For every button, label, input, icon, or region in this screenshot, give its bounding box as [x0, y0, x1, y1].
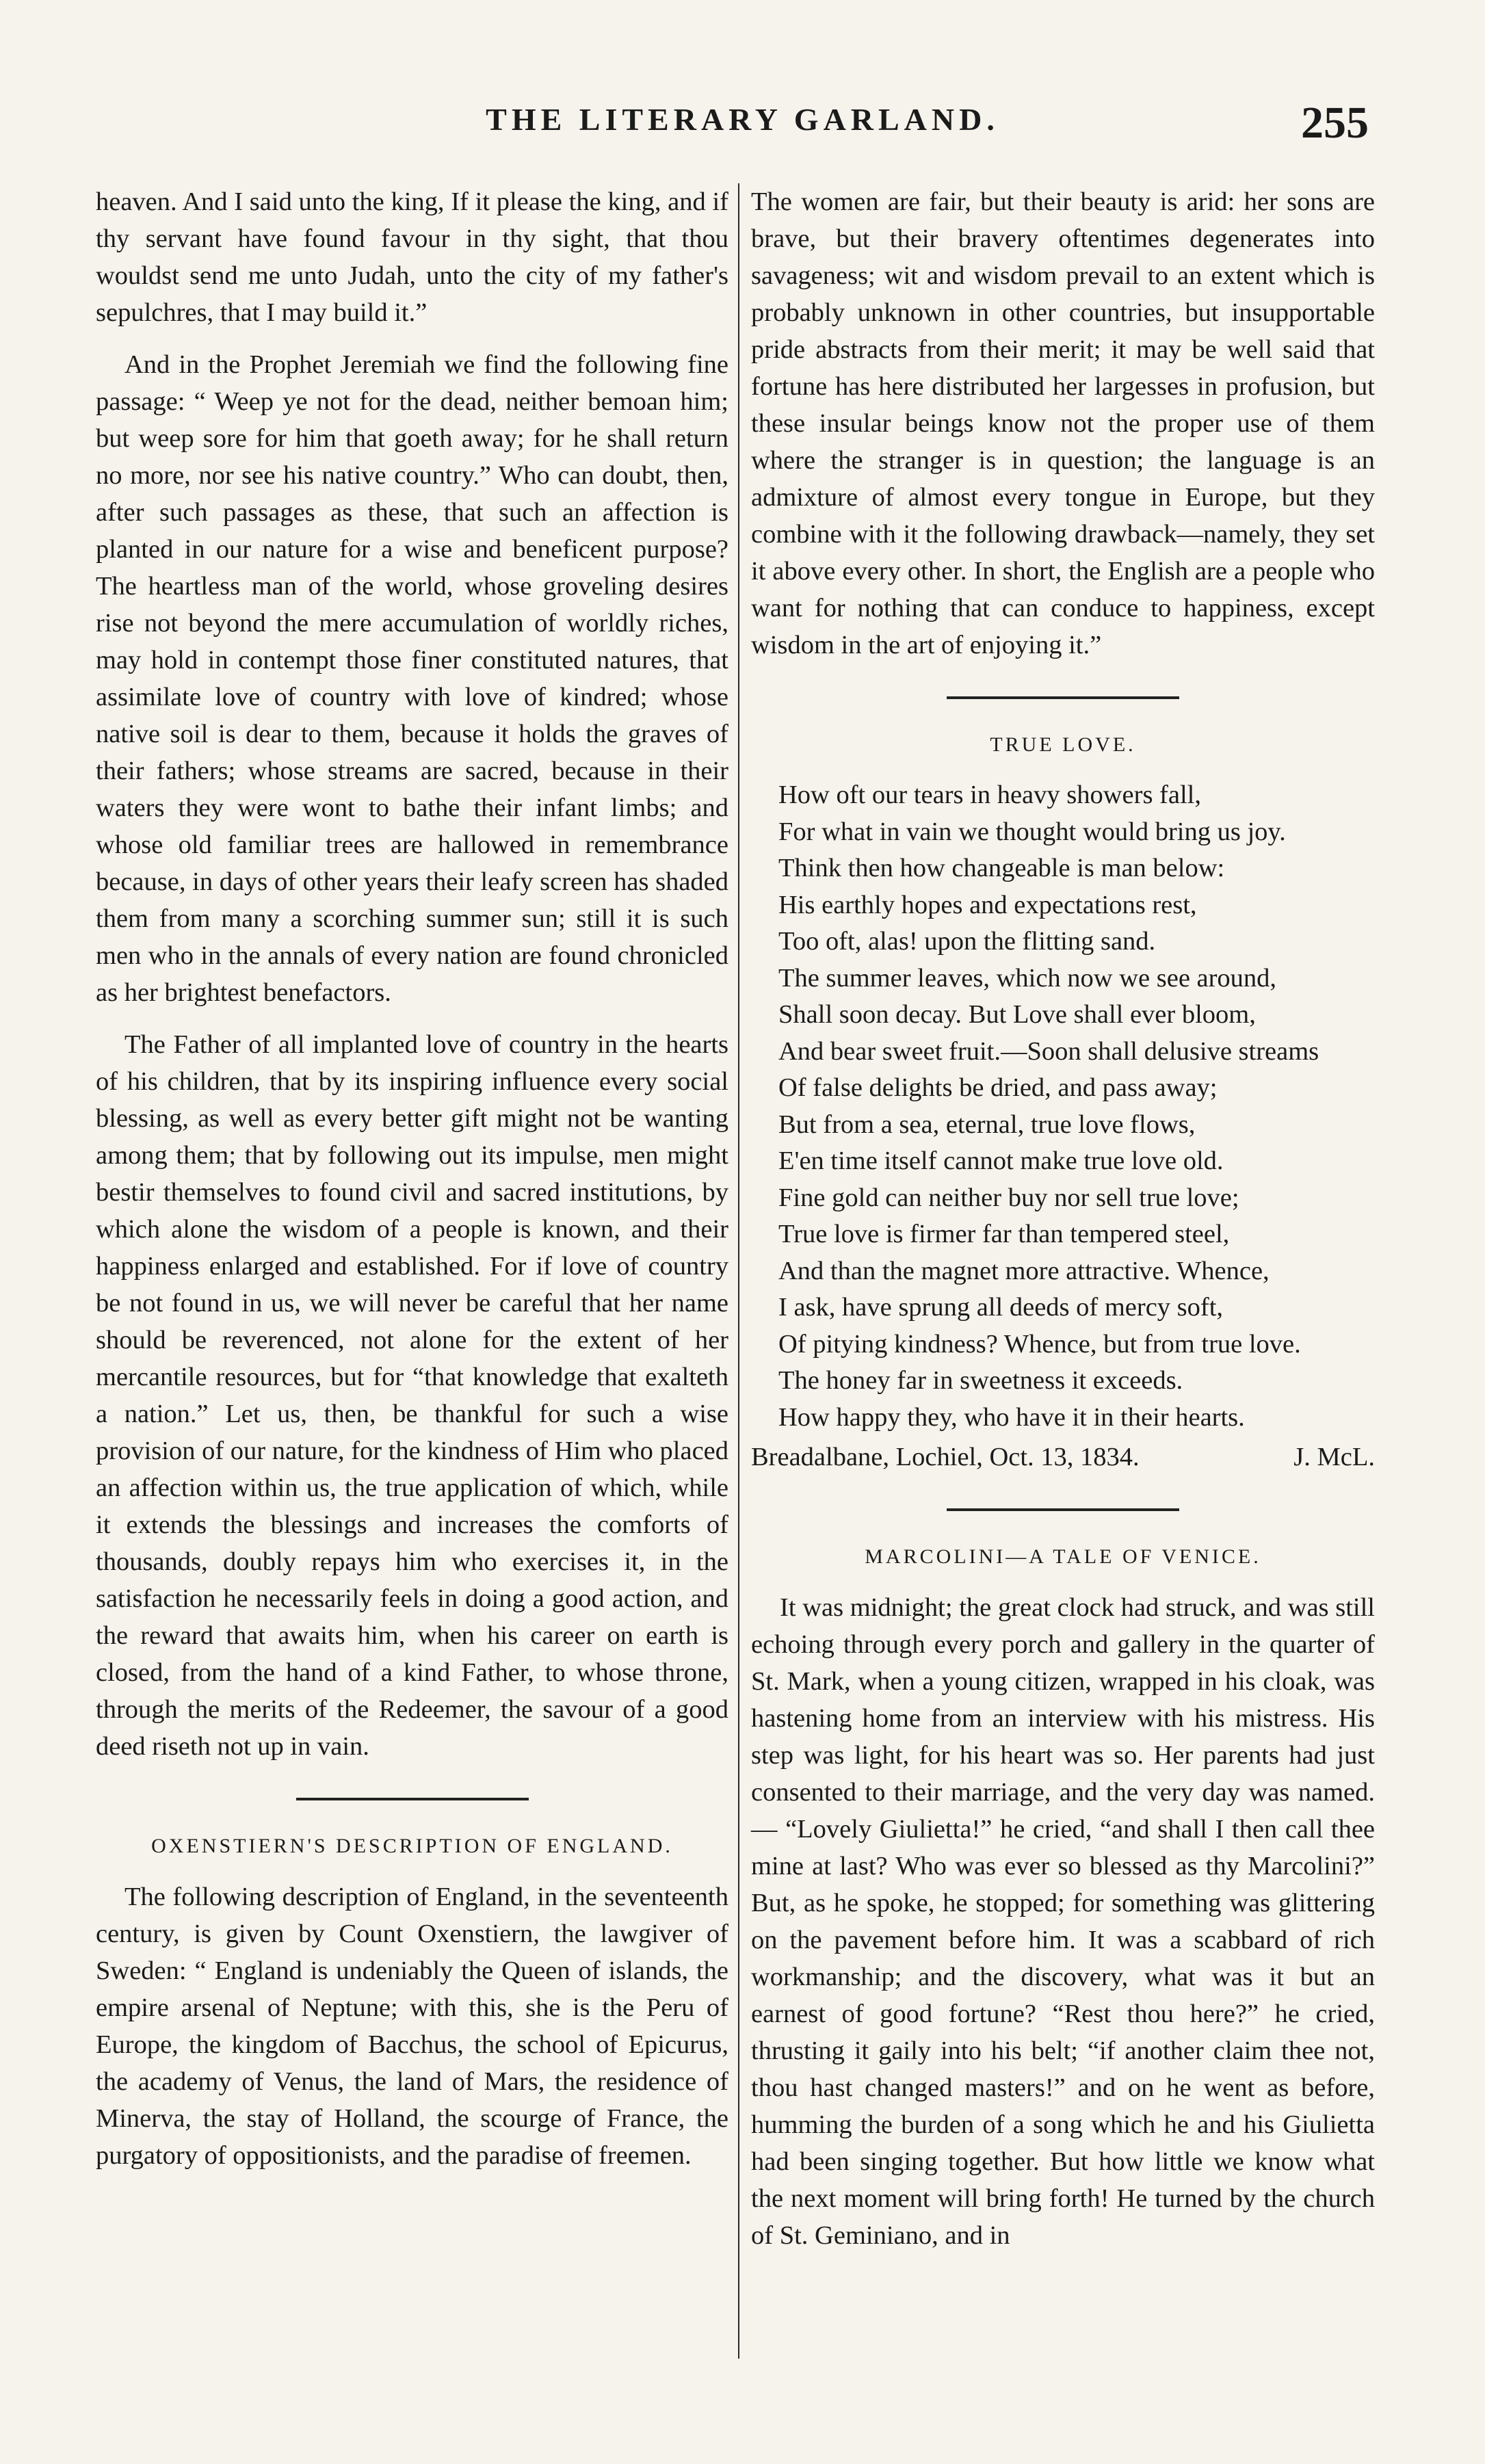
- poem-line: How oft our tears in heavy showers fall,: [778, 781, 1201, 809]
- poem-line: Think then how changeable is man below:: [778, 854, 1225, 882]
- poem-line: How happy they, who have it in their hearts.: [778, 1402, 1245, 1432]
- poem-title: TRUE LOVE.: [990, 733, 1136, 756]
- section-rule: [296, 1798, 529, 1800]
- poem-author: J. McL.: [1293, 1443, 1375, 1471]
- column-divider: [738, 183, 739, 2359]
- poem: [778, 777, 1375, 1436]
- poem-line: E'en time itself cannot make true love old.: [778, 1146, 1224, 1175]
- poem-line: The honey far in sweetness it exceeds.: [778, 1366, 1183, 1395]
- poem-line: And bear sweet fruit.—Soon shall delusive streams: [778, 1036, 1319, 1066]
- right-column: [751, 183, 1375, 2254]
- tale-title: MARCOLINI—A TALE OF VENICE.: [865, 1545, 1261, 1568]
- paragraph: The women are fair, but their beauty is arid: her sons are brave, but their bravery oftentimes degenerates into savageness; wit and wisdom prevail to an extent which is probably unknown in other countries, but insupportable pride abstracts from their merit; it may be well said that fortune has here distributed her largesses in profusion, but these insular beings know not the proper use of them where the stranger is in question; the language is an admixture of almost every tongue in Europe, but they combine with it the following drawback—namely, they set it above every other. In short, the English are a people who want for nothing that can conduce to happiness, except wisdom in the art of enjoying it.”: [751, 187, 1375, 659]
- paragraph: It was midnight; the great clock had struck, and was still echoing through every porch and gallery in the quarter of St. Mark, when a young citizen, wrapped in his cloak, was hastening home from an interview with his mistress. His step was light, for his heart was so. Her parents had just consented to their marriage, and the very day was named.— “Lovely Giulietta!” he cried, “and shall I then call thee mine at last? Who was ever so blessed as thy Marcolini?” But, as he spoke, he stopped; for something was glittering on the pavement before him. It was a scabbard of rich workmanship; and the discovery, what was it but an earnest of good fortune? “Rest thou here?” he cried, thrusting it gaily into his belt; “if another claim thee not, thou hast changed masters!” and on he went as before, humming the burden of a song which he and his Giulietta had been singing together. But how little we know what the next moment will bring forth! He turned by the church of St. Geminiano, and in: [751, 1593, 1375, 2250]
- poem-line: Shall soon decay. But Love shall ever bloom,: [778, 1000, 1256, 1029]
- paragraph: And in the Prophet Jeremiah we find the following fine passage: “ Weep ye not for the dead, neither bemoan him; but weep sore for him that goeth away; for he shall return no more, nor see his native country.” Who can doubt, then, after such passages as these, that such an affection is planted in our nature for a wise and beneficent purpose? The heartless man of the world, whose groveling desires rise not beyond the mere accumulation of worldly riches, may hold in contempt those finer constituted natures, that assimilate love of country with love of kindred; whose native soil is dear to them, because it holds the graves of their fathers; whose streams are sacred, because in their waters they were wont to bathe their infant limbs; and whose old familiar trees are hallowed in remembrance because, in days of other years their leafy screen has shaded them from many a scorching summer sun; still it is such men who in the annals of every nation are found chronicled as her brightest benefactors.: [96, 350, 728, 1007]
- poem-line: The summer leaves, which now we see around,: [778, 963, 1277, 993]
- left-column: [96, 183, 728, 2174]
- section-rule: [947, 696, 1179, 699]
- poem-place-date: Breadalbane, Lochiel, Oct. 13, 1834.: [751, 1443, 1140, 1471]
- running-title: THE LITERARY GARLAND.: [486, 102, 999, 137]
- poem-line: I ask, have sprung all deeds of mercy soft,: [778, 1293, 1224, 1322]
- poem-line: And than the magnet more attractive. Whence,: [778, 1256, 1270, 1285]
- section-rule: [947, 1508, 1179, 1511]
- poem-line: For what in vain we thought would bring us joy.: [778, 817, 1286, 846]
- poem-line: Of false delights be dried, and pass away;: [778, 1073, 1218, 1102]
- poem-signature: [751, 1439, 1375, 1476]
- running-head: [0, 98, 1485, 156]
- section-title: OXENSTIERN'S DESCRIPTION OF ENGLAND.: [151, 1835, 673, 1857]
- poem-line: Too oft, alas! upon the flitting sand.: [778, 927, 1156, 956]
- paragraph: The following description of England, in the seventeenth century, is given by Count Oxenstiern, the lawgiver of Sweden: “ England is undeniably the Queen of islands, the empire arsenal of Neptune; with this, she is the Peru of Europe, the kingdom of Bacchus, the school of Epicurus, the academy of Venus, the land of Mars, the residence of Minerva, the stay of Holland, the scourge of France, the purgatory of oppositionists, and the paradise of freemen.: [96, 1883, 728, 2170]
- paragraph: The Father of all implanted love of country in the hearts of his children, that by its inspiring influence every social blessing, as well as every better gift might not be wanting among them; that by following out its impulse, men might bestir themselves to found civil and sacred institutions, by which alone the wisdom of a people is known, and their happiness enlarged and established. For if love of country be not found in us, we will never be careful that her name should be reverenced, not alone for the extent of her mercantile resources, but for “that knowledge that exalteth a nation.” Let us, then, be thankful for such a wise provision of our nature, for the kindness of Him who placed an affection within us, the true application of which, while it extends the blessings and increases the comforts of thousands, doubly repays him who exercises it, in the satisfaction he necessarily feels in doing a good action, and the reward that awaits him, when his career on earth is closed, from the hand of a kind Father, to whose throne, through the merits of the Redeemer, the savour of a good deed riseth not up in vain.: [96, 1030, 728, 1761]
- poem-line: Fine gold can neither buy nor sell true love;: [778, 1183, 1239, 1212]
- poem-line: Of pitying kindness? Whence, but from true love.: [778, 1329, 1301, 1359]
- poem-line: His earthly hopes and expectations rest,: [778, 890, 1197, 919]
- poem-line: But from a sea, eternal, true love flows,: [778, 1110, 1196, 1139]
- paragraph: heaven. And I said unto the king, If it please the king, and if thy servant have found favour in thy sight, that thou wouldst send me unto Judah, unto the city of my father's sepulchres, that I may build it.”: [96, 187, 728, 327]
- poem-line: True love is firmer far than tempered steel,: [778, 1220, 1230, 1248]
- page-number: 255: [1301, 98, 1369, 148]
